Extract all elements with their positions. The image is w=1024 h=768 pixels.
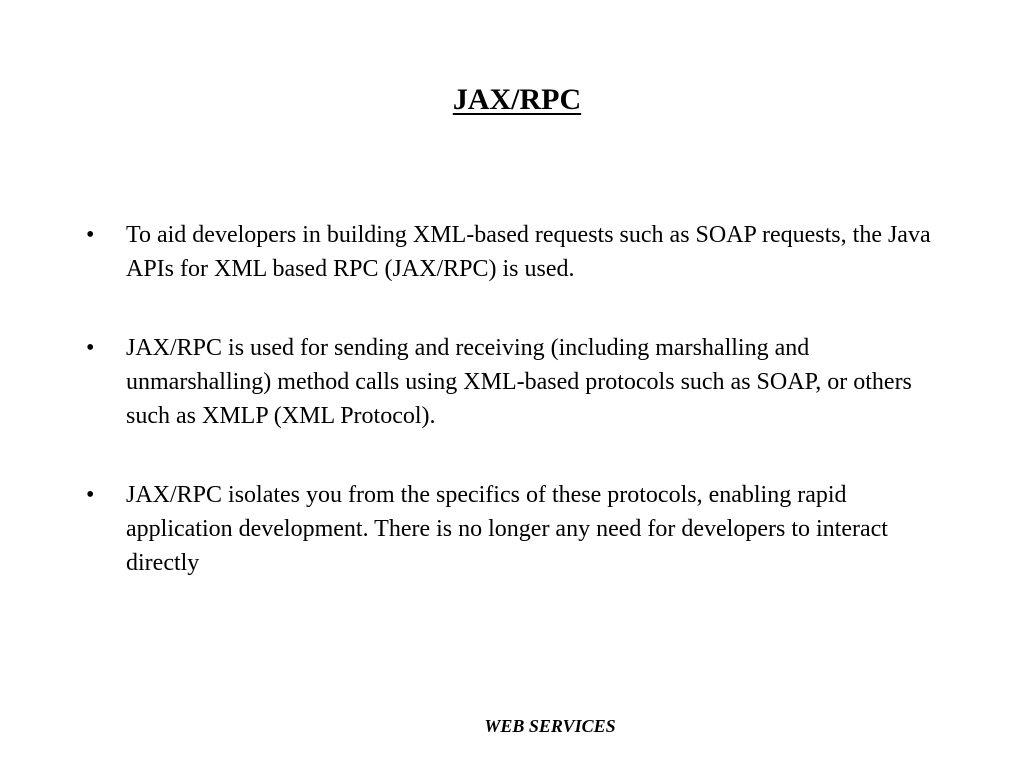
bullet-mark: • <box>86 335 95 361</box>
bullet-mark: • <box>86 482 95 508</box>
bullet-text: To aid developers in building XML-based requests such as SOAP requests, the Java APIs for XML based RPC (JAX/RPC) is used. <box>126 222 931 282</box>
bullet-text: JAX/RPC isolates you from the specifics of these protocols, enabling rapid application development. There is no longer any need for developers to interact directly <box>126 482 888 576</box>
bullet-item <box>86 331 956 433</box>
slide-title: JAX/RPC <box>452 83 582 116</box>
bullet-list <box>86 218 956 580</box>
bullet-text: JAX/RPC is used for sending and receiving (including marshalling and unmarshalling) method calls using XML-based protocols such as SOAP, or others such as XMLP (XML Protocol). <box>126 335 912 429</box>
slide-footer: WEB SERVICES <box>484 716 616 736</box>
bullet-item <box>86 478 956 580</box>
bullet-item <box>86 218 956 286</box>
bullet-mark: • <box>86 222 95 248</box>
